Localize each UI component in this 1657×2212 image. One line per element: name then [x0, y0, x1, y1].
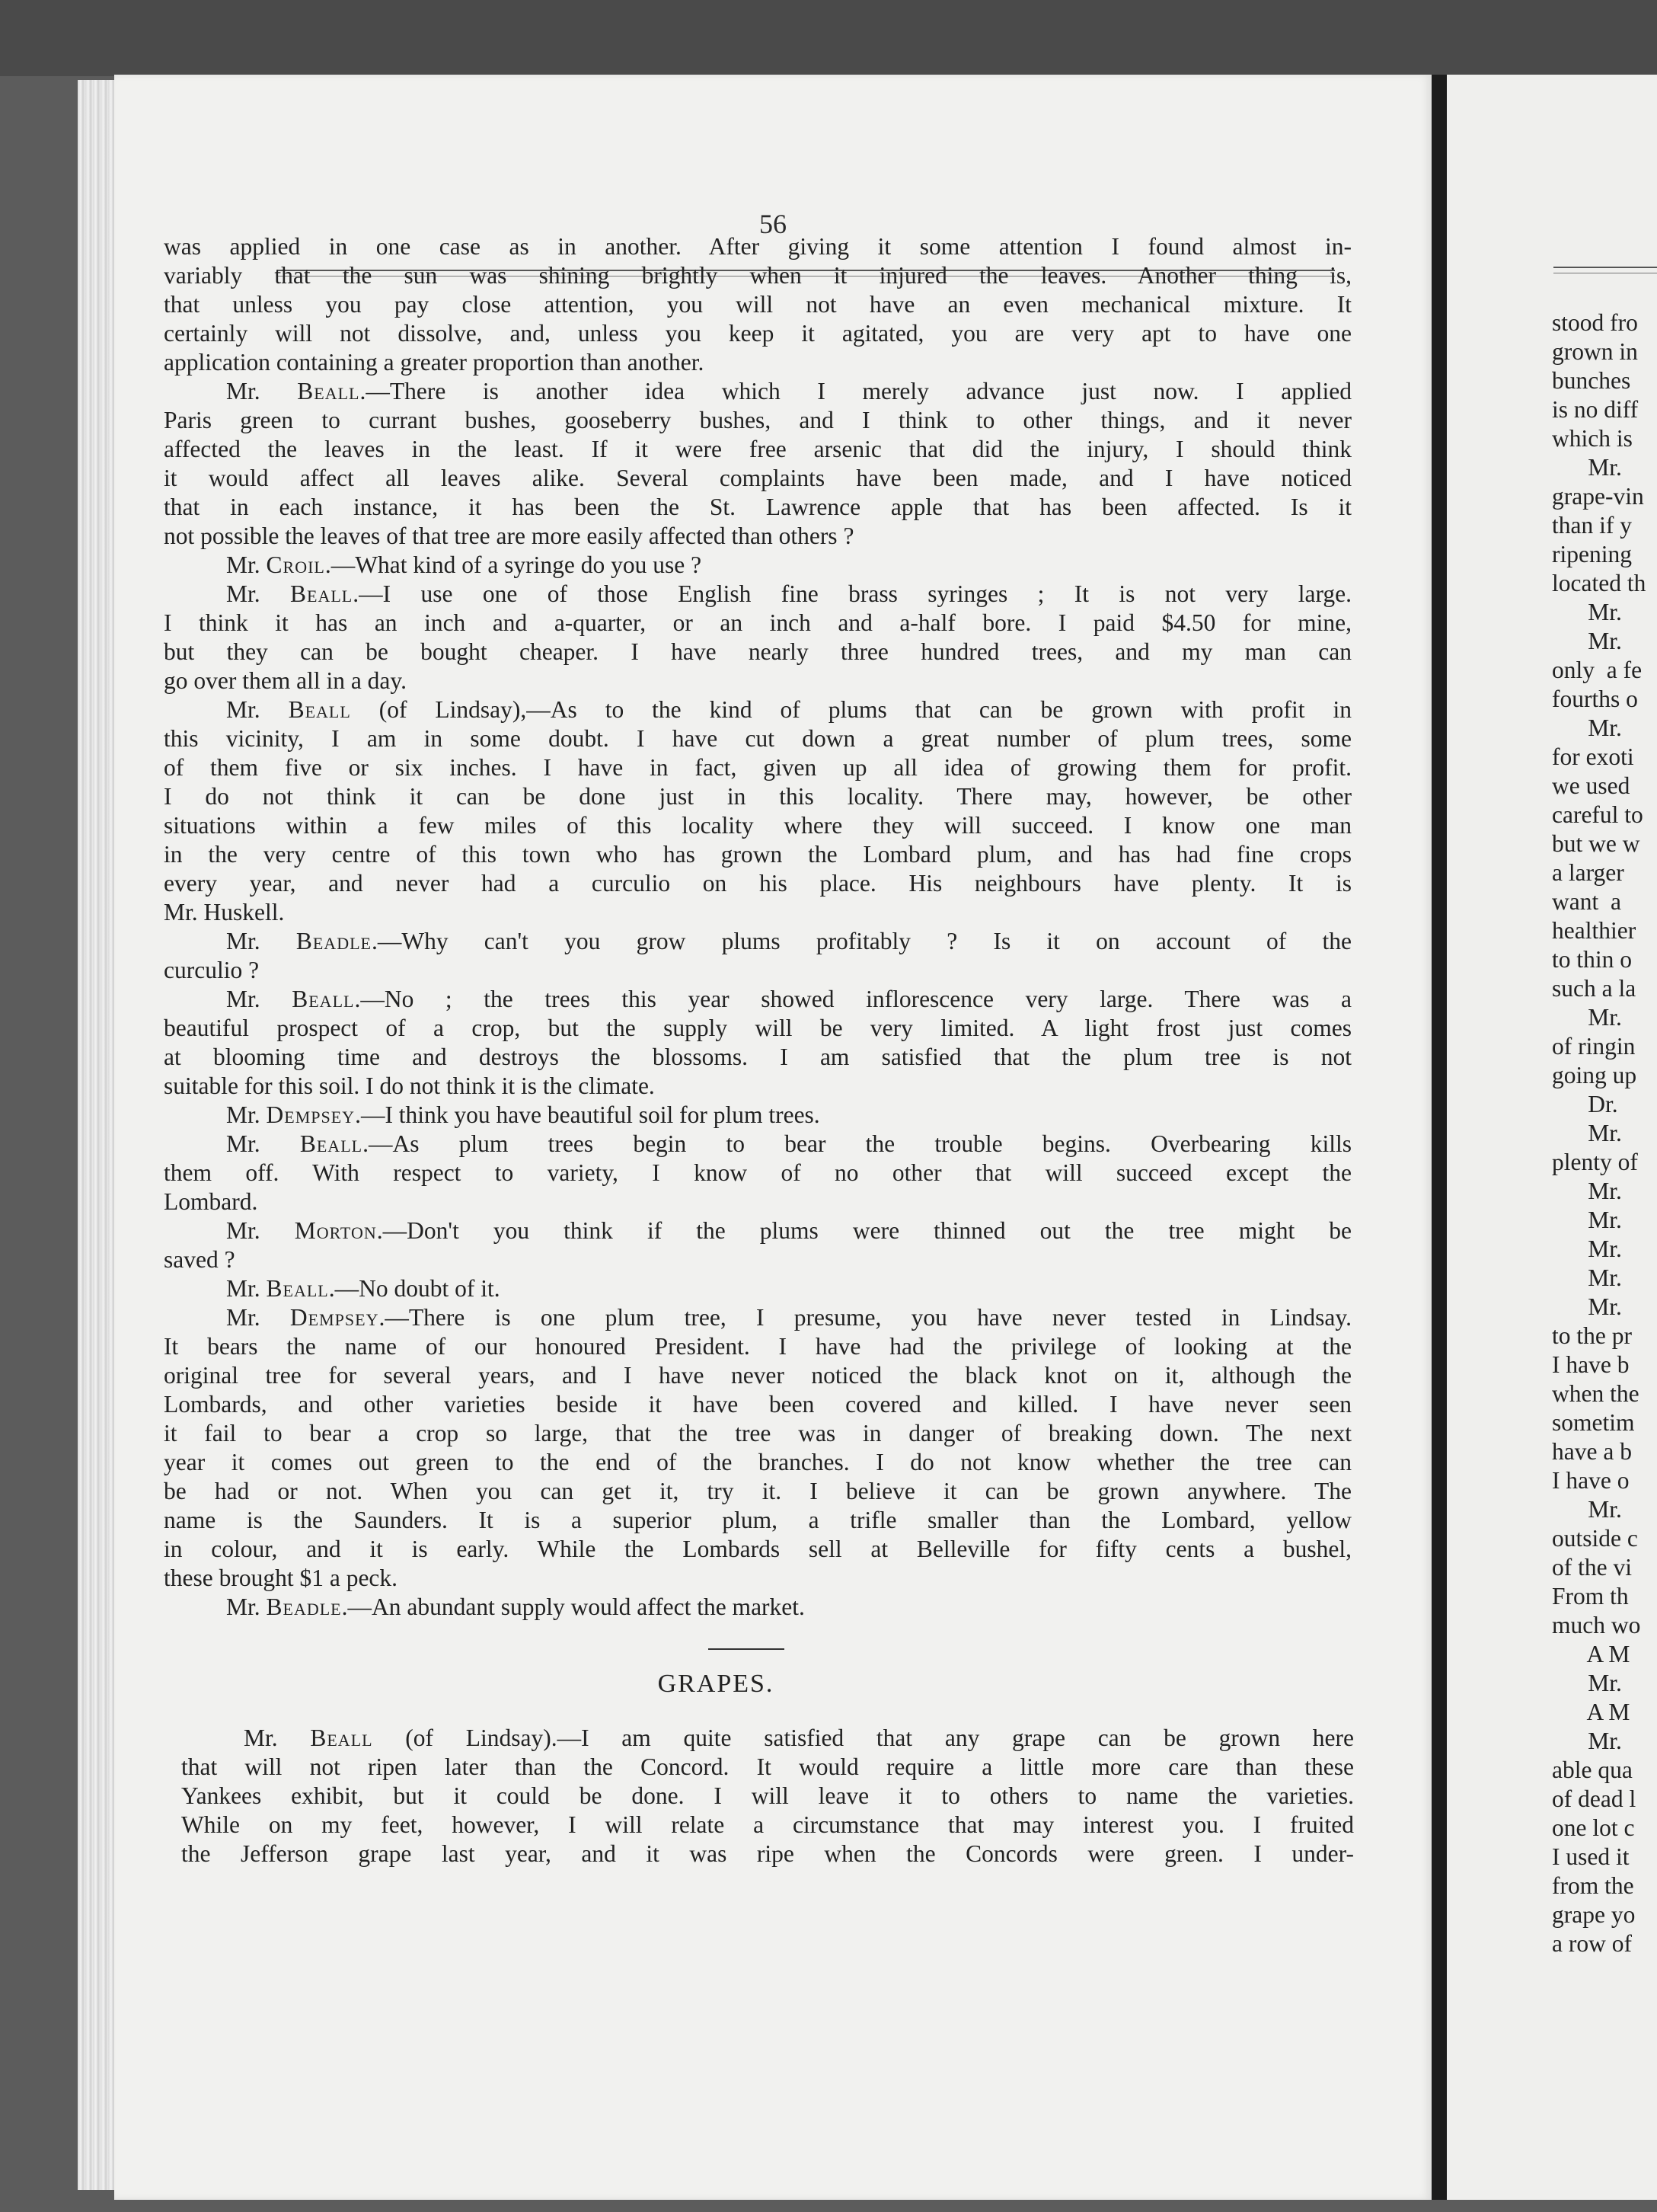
- speaker-name: Beall: [299, 1130, 363, 1157]
- right-text-line: Mr.: [1552, 1496, 1622, 1523]
- line-text: that in each instance, it has been the St. Lawrence apple that has been affected. Is it: [164, 494, 1352, 520]
- line-text: variably that the sun was shining brightly when it injured the leaves. Another thing is,: [164, 262, 1352, 289]
- text-line: [164, 898, 1352, 927]
- line-text: year it comes out green to the end of the branches. I do not know whether the tree can: [164, 1449, 1352, 1475]
- speaker-prefix: Mr.: [226, 1304, 290, 1331]
- text-line: [164, 464, 1352, 493]
- line-text: it fail to bear a crop so large, that the tree was in danger of breaking down. The next: [164, 1420, 1352, 1446]
- text-line: [164, 985, 1352, 1014]
- line-text: not possible the leaves of that tree are more easily affected than others ?: [164, 523, 854, 549]
- section-divider: [708, 1648, 784, 1650]
- line-text: go over them all in a day.: [164, 667, 407, 694]
- right-text-line: Mr.: [1552, 1264, 1622, 1291]
- speaker-prefix: Mr.: [226, 696, 289, 723]
- line-text: .—I use one of those English fine brass syringes ; It is not very large.: [353, 580, 1352, 607]
- line-text: name is the Saunders. It is a superior plum, a trifle smaller than the Lombard, yellow: [164, 1507, 1352, 1533]
- right-text-line: able qua: [1552, 1756, 1633, 1783]
- right-text-line: Mr.: [1552, 714, 1622, 741]
- text-line: [164, 811, 1352, 840]
- text-line: [164, 666, 1352, 695]
- right-text-line: Mr.: [1552, 1004, 1622, 1031]
- text-line: [164, 1274, 1352, 1303]
- line-text: .—There is another idea which I merely advance just now. I applied: [359, 378, 1352, 404]
- right-text-line: Mr.: [1552, 1670, 1622, 1696]
- right-text-line: plenty of: [1552, 1149, 1638, 1175]
- line-text: .—No ; the trees this year showed inflorescence very large. There was a: [354, 986, 1352, 1012]
- right-text-line: I have o: [1552, 1467, 1630, 1494]
- text-line: [164, 695, 1352, 724]
- line-text: .—Don't you think if the plums were thinned out the tree might be: [376, 1217, 1352, 1244]
- text-line: [164, 406, 1352, 435]
- right-text-line: we used: [1552, 772, 1630, 799]
- right-text-line: careful to: [1552, 801, 1643, 828]
- line-text: .—What kind of a syringe do you use ?: [324, 551, 702, 578]
- right-text-line: for exoti: [1552, 743, 1634, 770]
- speaker-name: Beall: [288, 696, 351, 723]
- right-text-line: one lot c: [1552, 1814, 1635, 1841]
- right-text-line: grape-vin: [1552, 483, 1644, 510]
- line-text: them off. With respect to variety, I know of no other that will succeed except the: [164, 1159, 1352, 1186]
- text-line: [164, 782, 1352, 811]
- speaker-name: Beall: [266, 1275, 329, 1302]
- section-title: GRAPES.: [657, 1670, 774, 1698]
- text-line: [164, 1303, 1352, 1332]
- speaker-prefix: Mr.: [226, 580, 291, 607]
- right-text-line: a row of: [1552, 1930, 1632, 1957]
- line-text: but they can be bought cheaper. I have nearly three hundred trees, and my man can: [164, 638, 1352, 665]
- line-text: Yankees exhibit, but it could be done. I will leave it to others to name the varieties.: [181, 1782, 1354, 1809]
- line-text: Lombard.: [164, 1188, 258, 1215]
- line-text: curculio ?: [164, 957, 260, 983]
- text-line: [164, 580, 1352, 609]
- text-line: [164, 1043, 1352, 1072]
- right-text-line: Mr.: [1552, 454, 1622, 481]
- text-line: [164, 609, 1352, 638]
- text-line: [164, 1188, 1352, 1216]
- line-text: Lombards, and other varieties beside it have been covered and killed. I have never seen: [164, 1391, 1352, 1418]
- right-text-line: but we w: [1552, 830, 1640, 857]
- text-line: [164, 840, 1352, 869]
- right-header-rule-top: [1553, 267, 1657, 268]
- text-line: [164, 1477, 1352, 1506]
- body-text: [164, 232, 1352, 1622]
- line-text: be had or not. When you can get it, try it. I believe it can be grown anywhere. The: [164, 1478, 1352, 1504]
- page-number: 56: [759, 209, 787, 239]
- line-text: saved ?: [164, 1246, 235, 1273]
- right-text-line: which is: [1552, 425, 1633, 452]
- line-text: Mr. Huskell.: [164, 899, 285, 925]
- book-gutter: [1432, 75, 1447, 2200]
- line-text: (of Lindsay),—As to the kind of plums that can be grown with profit in: [350, 696, 1352, 723]
- right-text-line: going up: [1552, 1062, 1637, 1088]
- line-text: .—No doubt of it.: [328, 1275, 500, 1302]
- right-text-line: Mr.: [1552, 628, 1622, 654]
- text-line: [164, 232, 1352, 261]
- right-text-line: sometim: [1552, 1409, 1635, 1436]
- text-line: [164, 493, 1352, 522]
- text-line: [164, 1101, 1352, 1130]
- speaker-name: Beall: [292, 986, 355, 1012]
- text-line: [164, 956, 1352, 985]
- right-text-line: a larger: [1552, 859, 1624, 886]
- right-text-line: Mr.: [1552, 1235, 1622, 1262]
- right-text-line: only a fe: [1552, 657, 1643, 683]
- text-line: [164, 435, 1352, 464]
- speaker-prefix: Mr.: [226, 1130, 300, 1157]
- line-text: While on my feet, however, I will relate a circumstance that may interest you. I fruited: [181, 1811, 1354, 1838]
- speaker-name: Beall: [310, 1725, 373, 1751]
- line-text: .—I think you have beautiful soil for plum trees.: [355, 1101, 820, 1128]
- text-line: [164, 551, 1352, 580]
- right-text-line: A M: [1552, 1641, 1630, 1667]
- right-text-line: want a: [1552, 888, 1621, 915]
- right-text-line: grape yo: [1552, 1901, 1636, 1928]
- right-text-line: Mr.: [1552, 599, 1622, 625]
- text-line: [164, 377, 1352, 406]
- text-line: [181, 1811, 1354, 1840]
- text-line: [164, 1014, 1352, 1043]
- grapes-text: [181, 1724, 1354, 1868]
- right-text-line: to the pr: [1552, 1322, 1632, 1349]
- line-text: beautiful prospect of a crop, but the supply will be very limited. A light frost just comes: [164, 1015, 1352, 1041]
- text-line: [164, 1448, 1352, 1477]
- right-text-line: from the: [1552, 1872, 1634, 1899]
- speaker-prefix: Mr.: [226, 378, 298, 404]
- text-line: [164, 1159, 1352, 1188]
- right-text-line: of dead l: [1552, 1785, 1636, 1812]
- line-text: Paris green to currant bushes, gooseberry bushes, and I think to other things, and it never: [164, 407, 1352, 433]
- right-page-text: [1552, 308, 1646, 1958]
- right-text-line: outside c: [1552, 1525, 1638, 1552]
- line-text: affected the leaves in the least. If it were free arsenic that did the injury, I should think: [164, 436, 1352, 462]
- text-line: [164, 1593, 1352, 1622]
- right-text-line: fourths o: [1552, 686, 1638, 712]
- right-text-line: is no diff: [1552, 396, 1639, 423]
- right-text-line: A M: [1552, 1699, 1630, 1725]
- right-text-line: I have b: [1552, 1351, 1630, 1378]
- line-text: this vicinity, I am in some doubt. I have cut down a great number of plum trees, some: [164, 725, 1352, 752]
- text-line: [181, 1753, 1354, 1782]
- line-text: .—An abundant supply would affect the market.: [341, 1593, 805, 1620]
- line-text: these brought $1 a peck.: [164, 1565, 398, 1591]
- speaker-name: Dempsey: [266, 1101, 356, 1128]
- right-text-line: when the: [1552, 1380, 1639, 1407]
- speaker-prefix: Mr.: [226, 1101, 267, 1128]
- right-text-line: bunches: [1552, 367, 1631, 394]
- text-line: [164, 1361, 1352, 1390]
- line-text: certainly will not dissolve, and, unless you keep it agitated, you are very apt to have one: [164, 320, 1352, 347]
- right-text-line: healthier: [1552, 917, 1636, 944]
- speaker-name: Beall: [290, 580, 353, 607]
- speaker-prefix: Mr.: [226, 1593, 267, 1620]
- speaker-prefix: Mr.: [244, 1725, 311, 1751]
- line-text: It bears the name of our honoured President. I have had the privilege of looking at the: [164, 1333, 1352, 1360]
- right-text-line: to thin o: [1552, 946, 1633, 973]
- text-line: [164, 319, 1352, 348]
- line-text: .—Why can't you grow plums profitably ? Is it on account of the: [371, 928, 1352, 954]
- speaker-prefix: Mr.: [226, 928, 296, 954]
- line-text: situations within a few miles of this locality where they will succeed. I know one man: [164, 812, 1352, 839]
- right-text-line: Mr.: [1552, 1178, 1622, 1204]
- line-text: in the very centre of this town who has grown the Lombard plum, and has had fine crops: [164, 841, 1352, 868]
- speaker-prefix: Mr.: [226, 551, 267, 578]
- speaker-prefix: Mr.: [226, 1217, 295, 1244]
- line-text: the Jefferson grape last year, and it was ripe when the Concords were green. I under-: [181, 1840, 1354, 1867]
- line-text: it would affect all leaves alike. Several complaints have been made, and I have noticed: [164, 465, 1352, 491]
- text-line: [181, 1840, 1354, 1868]
- speaker-name: Beadle: [266, 1593, 342, 1620]
- right-text-line: Dr.: [1552, 1091, 1618, 1117]
- text-line: [164, 348, 1352, 377]
- text-line: [164, 724, 1352, 753]
- text-line: [181, 1782, 1354, 1811]
- right-text-line: located th: [1552, 570, 1646, 596]
- right-text-line: than if y: [1552, 512, 1632, 539]
- line-text: of them five or six inches. I have in fact, given up all idea of growing them for profit.: [164, 754, 1352, 781]
- right-text-line: Mr.: [1552, 1728, 1622, 1754]
- line-text: that unless you pay close attention, you will not have an even mechanical mixture. It: [164, 291, 1352, 318]
- text-line: [164, 1130, 1352, 1159]
- right-text-line: stood fro: [1552, 309, 1638, 336]
- line-text: .—There is one plum tree, I presume, you have never tested in Lindsay.: [378, 1304, 1352, 1331]
- right-text-line: From th: [1552, 1583, 1629, 1609]
- right-text-line: Mr.: [1552, 1293, 1622, 1320]
- line-text: at blooming time and destroys the blossoms. I am satisfied that the plum tree is not: [164, 1044, 1352, 1070]
- right-text-line: I used it: [1552, 1843, 1630, 1870]
- speaker-prefix: Mr.: [226, 1275, 267, 1302]
- text-line: [164, 1332, 1352, 1361]
- right-text-line: much wo: [1552, 1612, 1641, 1638]
- right-page: [1447, 75, 1657, 2200]
- right-text-line: have a b: [1552, 1438, 1632, 1465]
- text-line: [164, 1245, 1352, 1274]
- text-line: [164, 927, 1352, 956]
- right-text-line: Mr.: [1552, 1207, 1622, 1233]
- right-text-line: Mr.: [1552, 1120, 1622, 1146]
- text-line: [164, 1535, 1352, 1564]
- text-line: [164, 638, 1352, 666]
- line-text: (of Lindsay).—I am quite satisfied that any grape can be grown here: [372, 1725, 1354, 1751]
- right-text-line: such a la: [1552, 975, 1636, 1002]
- text-line: [164, 1506, 1352, 1535]
- text-line: [164, 1390, 1352, 1419]
- text-line: [164, 1419, 1352, 1448]
- text-line: [164, 869, 1352, 898]
- text-line: [164, 522, 1352, 551]
- line-text: I do not think it can be done just in this locality. There may, however, be other: [164, 783, 1352, 810]
- speaker-name: Beadle: [295, 928, 372, 954]
- text-line: [164, 753, 1352, 782]
- line-text: I think it has an inch and a-quarter, or an inch and a-half bore. I paid $4.50 for mine,: [164, 609, 1352, 636]
- text-line: [164, 290, 1352, 319]
- speaker-name: Beall: [297, 378, 360, 404]
- line-text: that will not ripen later than the Concord. It would require a little more care than these: [181, 1753, 1354, 1780]
- right-text-line: of the vi: [1552, 1554, 1632, 1581]
- text-line: [164, 1564, 1352, 1593]
- text-line: [181, 1724, 1354, 1753]
- text-line: [164, 261, 1352, 290]
- speaker-name: Croil: [266, 551, 325, 578]
- line-text: original tree for several years, and I have never noticed the black knot on it, although the: [164, 1362, 1352, 1389]
- line-text: in colour, and it is early. While the Lombards sell at Belleville for fifty cents a bushel,: [164, 1536, 1352, 1562]
- right-text-line: ripening: [1552, 541, 1632, 567]
- right-text-line: grown in: [1552, 338, 1638, 365]
- line-text: application containing a greater proportion than another.: [164, 349, 704, 376]
- text-line: [164, 1216, 1352, 1245]
- line-text: was applied in one case as in another. After giving it some attention I found almost in-: [164, 233, 1352, 260]
- speaker-prefix: Mr.: [226, 986, 292, 1012]
- right-text-line: of ringin: [1552, 1033, 1636, 1060]
- scan-background: [0, 0, 1657, 76]
- line-text: suitable for this soil. I do not think it is the climate.: [164, 1072, 655, 1099]
- speaker-name: Dempsey: [289, 1304, 379, 1331]
- speaker-name: Morton: [294, 1217, 377, 1244]
- text-line: [164, 1072, 1352, 1101]
- line-text: .—As plum trees begin to bear the trouble begins. Overbearing kills: [362, 1130, 1352, 1157]
- line-text: every year, and never had a curculio on his place. His neighbours have plenty. It is: [164, 870, 1352, 897]
